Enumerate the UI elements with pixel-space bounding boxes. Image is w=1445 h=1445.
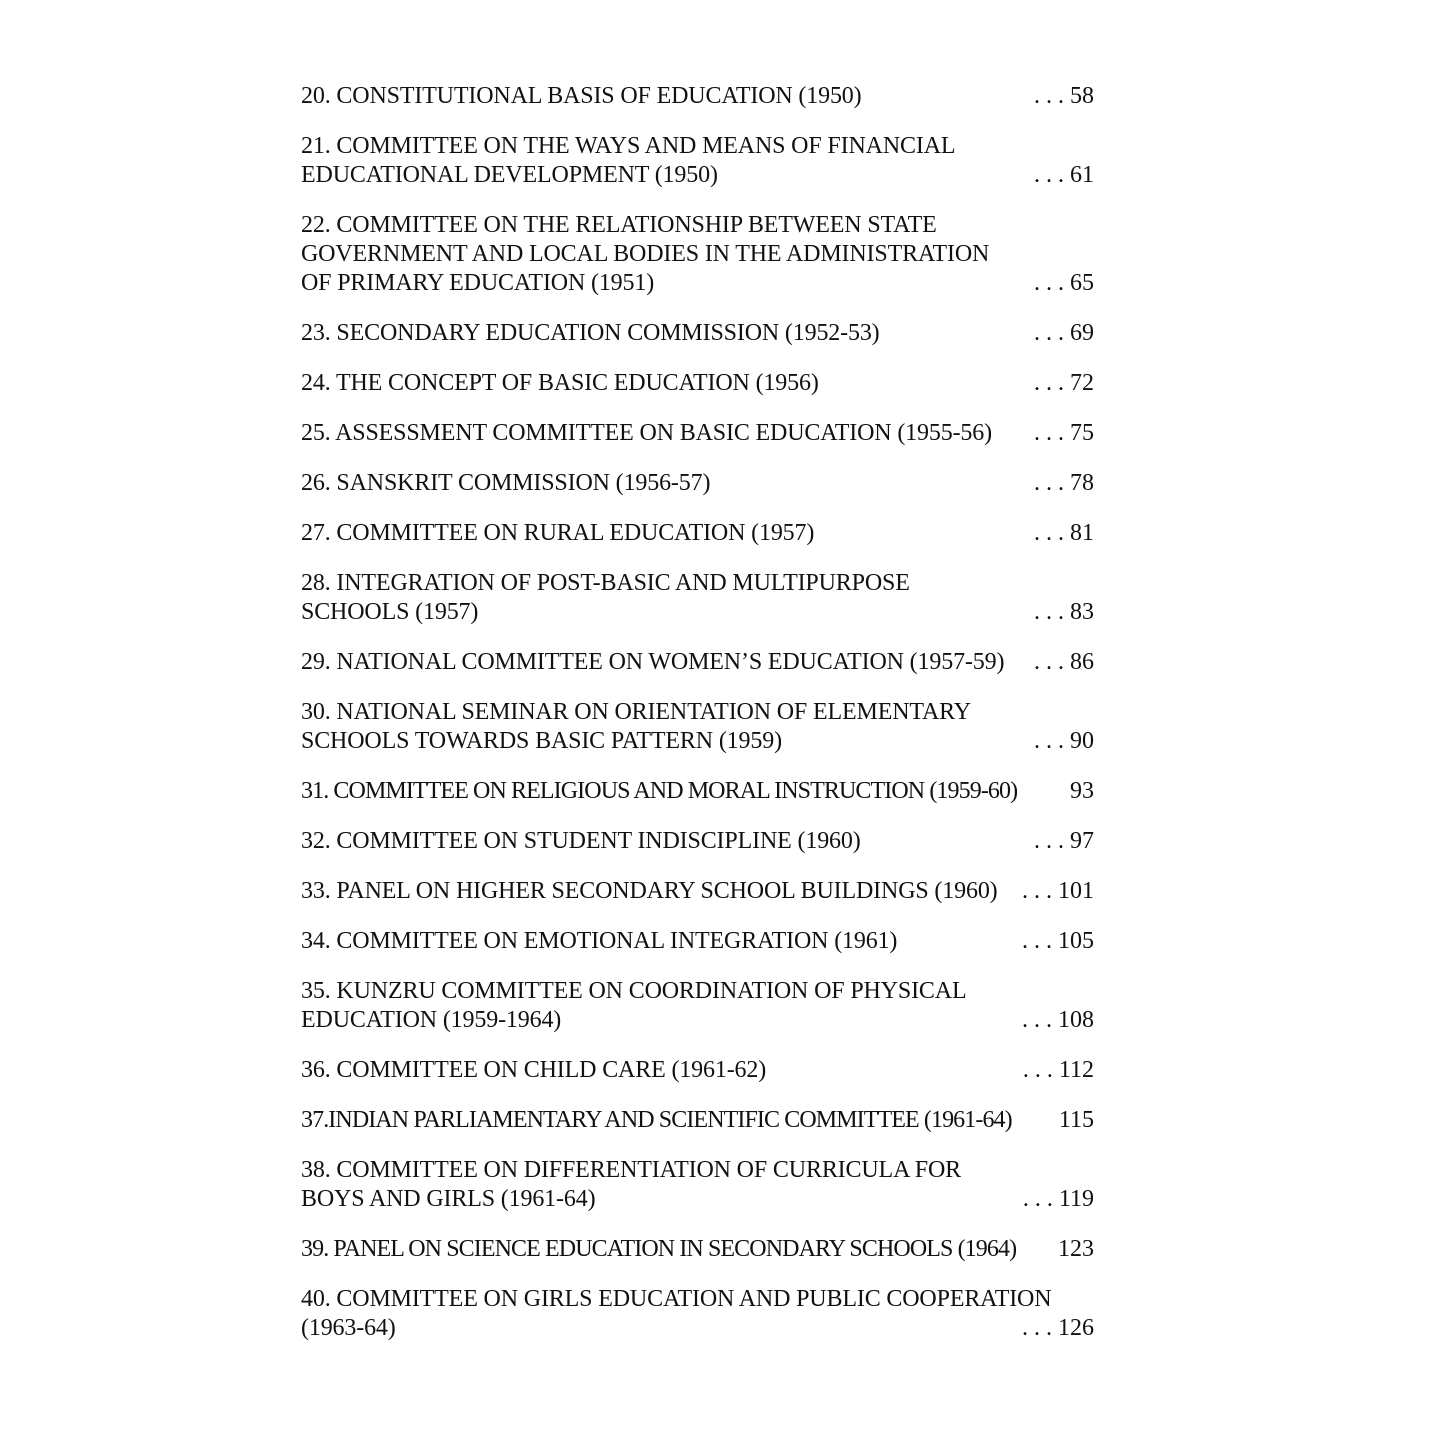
entry-title: 35. KUNZRU COMMITTEE ON COORDINATION OF PHYSICAL EDUCATION (1959-1964)	[301, 978, 967, 1033]
entry-page-number: . . . 83	[1034, 599, 1094, 625]
toc-entry	[301, 469, 1094, 498]
entry-title: 27. COMMITTEE ON RURAL EDUCATION (1957)	[301, 520, 815, 546]
toc-entry	[301, 877, 1094, 906]
toc-entry	[301, 1056, 1094, 1085]
toc-entry	[301, 569, 1094, 627]
entry-title: 33. PANEL ON HIGHER SECONDARY SCHOOL BUILDINGS (1960)	[301, 878, 998, 904]
entry-page-number: . . . 61	[1034, 162, 1094, 188]
toc-entry	[301, 827, 1094, 856]
entry-title: 26. SANSKRIT COMMISSION (1956-57)	[301, 470, 711, 496]
entry-title: 23. SECONDARY EDUCATION COMMISSION (1952-53)	[301, 320, 880, 346]
toc-entry	[301, 777, 1094, 806]
entry-page-number: 93	[1070, 778, 1094, 804]
entry-title: 34. COMMITTEE ON EMOTIONAL INTEGRATION (1961)	[301, 928, 898, 954]
toc-entry	[301, 369, 1094, 398]
entry-page-number: . . . 126	[1022, 1315, 1094, 1341]
entry-page-number: . . . 69	[1034, 320, 1094, 346]
entry-title: 25. ASSESSMENT COMMITTEE ON BASIC EDUCATION (1955-56)	[301, 420, 992, 446]
toc-entry	[301, 132, 1094, 190]
entry-title: 40. COMMITTEE ON GIRLS EDUCATION AND PUBLIC COOPERATION (1963-64)	[301, 1286, 1052, 1341]
toc-entry	[301, 698, 1094, 756]
entry-page-number: . . . 112	[1022, 1057, 1094, 1083]
entry-page-number: . . . 101	[1022, 878, 1094, 904]
toc-entry	[301, 1106, 1094, 1135]
toc-entry	[301, 211, 1094, 298]
entry-page-number: . . . 75	[1034, 420, 1094, 446]
entry-title: 21. COMMITTEE ON THE WAYS AND MEANS OF FINANCIAL EDUCATIONAL DEVELOPMENT (1950)	[301, 133, 956, 188]
toc-entry	[301, 1156, 1094, 1214]
toc-entry	[301, 82, 1094, 111]
toc-entry	[301, 319, 1094, 348]
entry-title: 31. COMMITTEE ON RELIGIOUS AND MORAL INSTRUCTION (1959-60)	[301, 778, 1018, 804]
entry-title: 24. THE CONCEPT OF BASIC EDUCATION (1956)	[301, 370, 819, 396]
entry-page-number: . . . 58	[1034, 83, 1094, 109]
toc-entry	[301, 1235, 1094, 1264]
entry-page-number: . . . 81	[1034, 520, 1094, 546]
toc-entry	[301, 419, 1094, 448]
entry-page-number: 115	[1058, 1107, 1094, 1133]
entry-page-number: . . . 108	[1022, 1007, 1094, 1033]
entry-title: 30. NATIONAL SEMINAR ON ORIENTATION OF ELEMENTARY SCHOOLS TOWARDS BASIC PATTERN (1959)	[301, 699, 971, 754]
entry-title: 22. COMMITTEE ON THE RELATIONSHIP BETWEEN STATE GOVERNMENT AND LOCAL BODIES IN THE ADMINISTRATION OF PRIMARY EDUCATION (1951)	[301, 212, 990, 296]
entry-page-number: . . . 119	[1022, 1186, 1094, 1212]
entry-title: 36. COMMITTEE ON CHILD CARE (1961-62)	[301, 1057, 767, 1083]
entry-title: 29. NATIONAL COMMITTEE ON WOMEN’S EDUCATION (1957-59)	[301, 649, 1005, 675]
entry-page-number: . . . 90	[1034, 728, 1094, 754]
entry-title: 37.INDIAN PARLIAMENTARY AND SCIENTIFIC COMMITTEE (1961-64)	[301, 1107, 1012, 1133]
entry-page-number: . . . 86	[1034, 649, 1094, 675]
entry-title: 38. COMMITTEE ON DIFFERENTIATION OF CURRICULA FOR BOYS AND GIRLS (1961-64)	[301, 1157, 962, 1212]
entry-title: 39. PANEL ON SCIENCE EDUCATION IN SECONDARY SCHOOLS (1964)	[301, 1236, 1017, 1262]
entry-page-number: . . . 65	[1034, 270, 1094, 296]
entry-title: 32. COMMITTEE ON STUDENT INDISCIPLINE (1960)	[301, 828, 861, 854]
table-of-contents	[301, 82, 1094, 1364]
toc-entry	[301, 648, 1094, 677]
toc-entry	[301, 1285, 1094, 1343]
entry-title: 20. CONSTITUTIONAL BASIS OF EDUCATION (1950)	[301, 83, 862, 109]
toc-entry	[301, 977, 1094, 1035]
entry-page-number: . . . 72	[1034, 370, 1094, 396]
entry-title: 28. INTEGRATION OF POST-BASIC AND MULTIPURPOSE SCHOOLS (1957)	[301, 570, 910, 625]
entry-page-number: . . . 105	[1022, 928, 1094, 954]
toc-entry	[301, 519, 1094, 548]
entry-page-number: . . . 78	[1034, 470, 1094, 496]
entry-page-number: 123	[1058, 1236, 1094, 1262]
entry-page-number: . . . 97	[1034, 828, 1094, 854]
toc-entry	[301, 927, 1094, 956]
